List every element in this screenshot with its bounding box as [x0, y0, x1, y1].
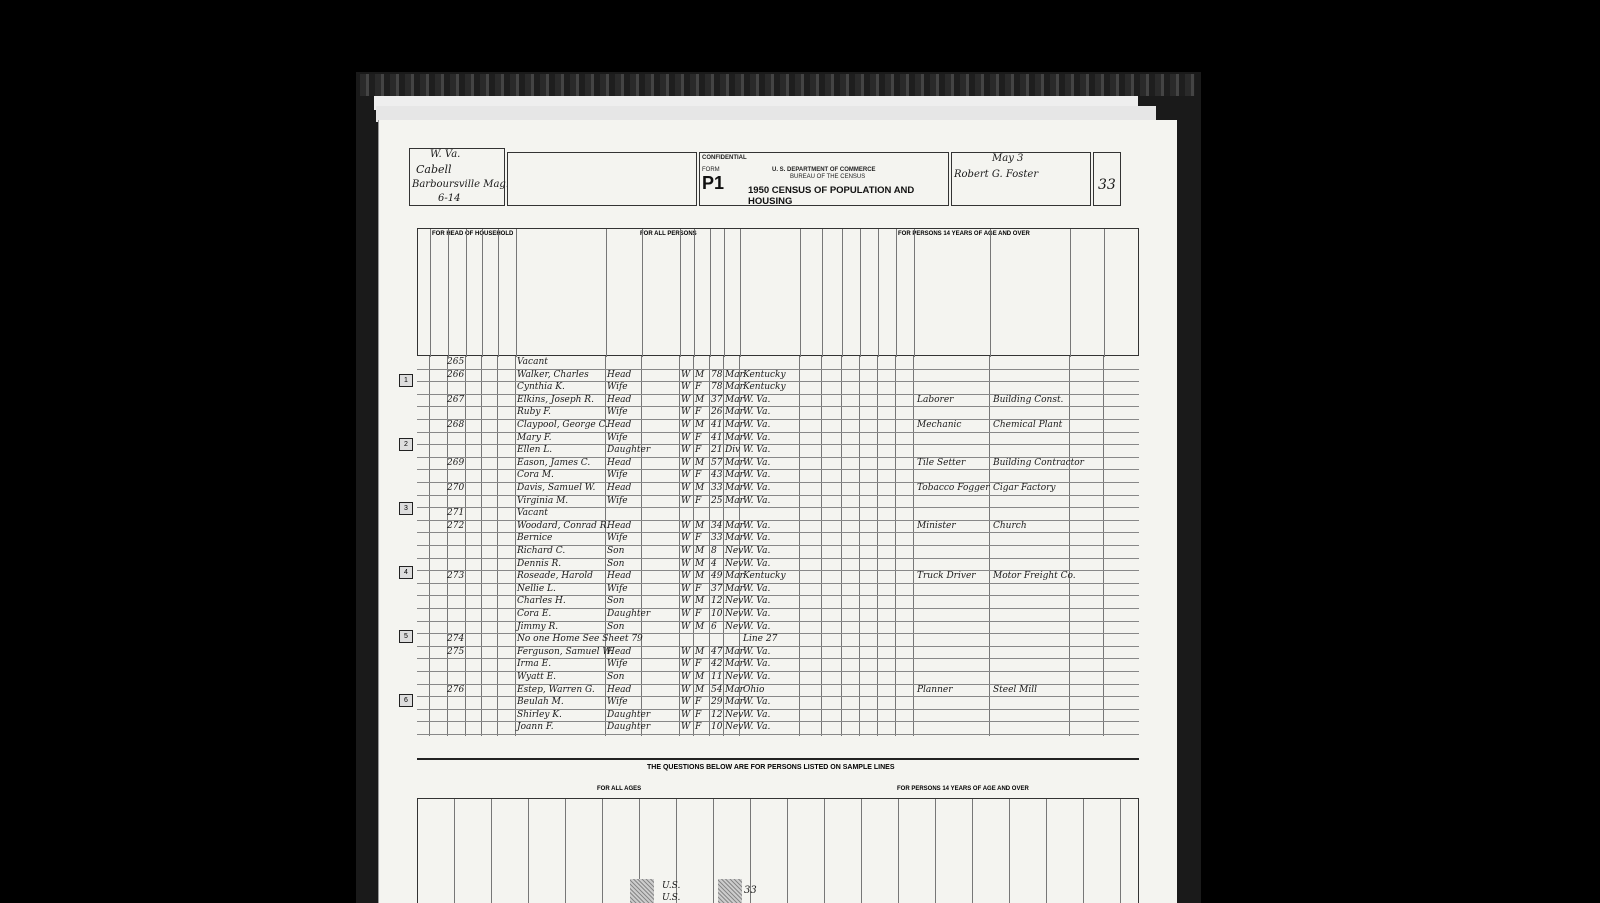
enumerator-date: May 3	[992, 153, 1024, 164]
row-race: W	[681, 394, 691, 405]
form-number: P1	[702, 173, 725, 193]
confidential-label: CONFIDENTIAL	[702, 155, 747, 161]
sample-lines-title: THE QUESTIONS BELOW ARE FOR PERSONS LISTED ON SAMPLE LINES	[647, 764, 895, 771]
row-age: 43	[711, 470, 723, 481]
row-race: W	[681, 558, 691, 569]
row-ms: Nev	[725, 672, 744, 682]
row-name: Ruby F.	[517, 407, 551, 418]
row-sex: M	[695, 394, 705, 405]
row-age: 10	[711, 722, 723, 733]
row-birth: W. Va.	[743, 697, 771, 708]
shaded-cell	[630, 879, 654, 903]
row-age: 33	[711, 533, 723, 544]
row-age: 47	[711, 646, 723, 657]
row-name: Virginia M.	[517, 495, 569, 506]
table-row	[417, 671, 1139, 685]
row-name: Walker, Charles	[517, 369, 589, 380]
row-ms: Mar	[725, 394, 744, 405]
row-ms: Mar	[725, 483, 744, 493]
row-ms: Nev	[725, 546, 744, 556]
row-race: W	[681, 646, 691, 657]
table-row	[417, 457, 1139, 471]
row-dwelling: 273	[447, 571, 465, 582]
table-row	[417, 595, 1139, 609]
row-race: W	[681, 659, 691, 670]
sample-lines-grid	[417, 798, 1139, 903]
row-sex: F	[695, 432, 702, 443]
row-rel: Head	[607, 483, 632, 493]
sample-lines-section	[417, 758, 1139, 903]
row-ms: Nev	[725, 596, 744, 607]
row-name: Wyatt E.	[517, 672, 557, 682]
row-birth: Ohio	[743, 684, 765, 695]
enumerator-box	[951, 152, 1091, 206]
us-value-1: U.S.	[662, 881, 681, 891]
row-age: 41	[711, 420, 723, 430]
table-row	[417, 545, 1139, 559]
row-birth: W. Va.	[743, 621, 771, 632]
row-ms: Mar	[725, 659, 744, 670]
row-dwelling: 265	[447, 357, 465, 367]
table-row	[417, 432, 1139, 446]
row-ind: Chemical Plant	[993, 420, 1063, 430]
row-ms: Mar	[725, 432, 744, 443]
row-name: Vacant	[517, 508, 548, 519]
census-title: 1950 CENSUS OF POPULATION AND HOUSING	[748, 185, 915, 207]
table-row	[417, 721, 1139, 735]
row-race: W	[681, 420, 691, 430]
row-ms: Mar	[725, 407, 744, 418]
row-sex: M	[695, 369, 705, 380]
row-rel: Daughter	[607, 445, 651, 456]
row-dwelling: 271	[447, 508, 465, 519]
row-race: W	[681, 533, 691, 544]
row-ind: Building Contractor	[993, 457, 1084, 468]
row-dwelling: 268	[447, 420, 465, 430]
row-rel: Wife	[607, 407, 628, 418]
row-ms: Mar	[725, 583, 744, 594]
row-race: W	[681, 684, 691, 695]
row-ms: Mar	[725, 495, 744, 506]
row-name: Shirley K.	[517, 709, 562, 720]
margin-mark: 6	[399, 694, 413, 707]
row-age: 54	[711, 684, 723, 695]
margin-mark: 2	[399, 438, 413, 451]
row-rel: Son	[607, 672, 625, 682]
page-top-edge	[360, 74, 1195, 96]
row-age: 78	[711, 382, 723, 393]
table-row	[417, 696, 1139, 710]
row-age: 78	[711, 369, 723, 380]
row-name: Jimmy R.	[517, 621, 559, 632]
table-row	[417, 419, 1139, 433]
row-sex: F	[695, 583, 702, 594]
bureau-label: BUREAU OF THE CENSUS	[790, 174, 866, 180]
row-age: 34	[711, 520, 723, 531]
row-ms: Mar	[725, 697, 744, 708]
row-rel: Son	[607, 621, 625, 632]
row-ms: Mar	[725, 533, 744, 544]
row-race: W	[681, 369, 691, 380]
row-birth: W. Va.	[743, 722, 771, 733]
row-age: 21	[711, 445, 723, 456]
row-occ: Minister	[917, 520, 956, 531]
row-birth: Kentucky	[743, 369, 786, 380]
row-birth: Line 27	[743, 634, 778, 645]
row-birth: W. Va.	[743, 445, 771, 456]
table-row	[417, 469, 1139, 483]
row-race: W	[681, 583, 691, 594]
row-ms: Nev	[725, 558, 744, 569]
row-age: 12	[711, 709, 723, 720]
row-sex: M	[695, 621, 705, 632]
column-headers	[417, 228, 1139, 356]
table-row	[417, 684, 1139, 698]
row-rel: Wife	[607, 495, 628, 506]
all-ages-label: FOR ALL AGES	[597, 786, 642, 792]
row-ms: Nev	[725, 722, 744, 733]
row-race: W	[681, 483, 691, 493]
row-rel: Head	[607, 420, 632, 430]
margin-mark: 4	[399, 566, 413, 579]
row-rel: Son	[607, 546, 625, 556]
row-age: 10	[711, 609, 723, 619]
table-row	[417, 482, 1139, 496]
row-ms: Mar	[725, 457, 744, 468]
row-birth: Kentucky	[743, 382, 786, 393]
row-rel: Son	[607, 558, 625, 569]
row-sex: M	[695, 457, 705, 468]
row-sex: M	[695, 558, 705, 569]
row-ind: Motor Freight Co.	[993, 571, 1076, 582]
row-name: Irma E.	[517, 659, 552, 670]
row-rel: Head	[607, 457, 632, 468]
row-age: 37	[711, 394, 723, 405]
row-ms: Div	[725, 445, 741, 456]
row-birth: W. Va.	[743, 495, 771, 506]
row-race: W	[681, 432, 691, 443]
row-dwelling: 272	[447, 520, 465, 531]
row-name: Bernice	[517, 533, 553, 544]
row-race: W	[681, 621, 691, 632]
row-ms: Mar	[725, 470, 744, 481]
row-dwelling: 275	[447, 646, 465, 657]
row-birth: W. Va.	[743, 609, 771, 619]
ed-value: 6-14	[438, 193, 461, 204]
place-value: Barboursville Mag.	[412, 179, 509, 190]
row-birth: W. Va.	[743, 420, 771, 430]
row-race: W	[681, 457, 691, 468]
row-birth: W. Va.	[743, 558, 771, 569]
row-occ: Tile Setter	[917, 457, 966, 468]
row-race: W	[681, 709, 691, 720]
row-birth: W. Va.	[743, 596, 771, 607]
address-box	[507, 152, 697, 206]
row-name: Estep, Warren G.	[517, 684, 595, 695]
row-ind: Steel Mill	[993, 684, 1038, 695]
row-ms: Mar	[725, 571, 744, 582]
row-sex: M	[695, 483, 705, 493]
census-rows	[417, 356, 1139, 736]
sheet-number: 33	[1098, 177, 1116, 193]
row-name: Cora E.	[517, 609, 552, 619]
row-race: W	[681, 495, 691, 506]
row-ms: Nev	[725, 609, 744, 619]
table-row	[417, 658, 1139, 672]
margin-mark: 5	[399, 630, 413, 643]
shaded-cell	[718, 879, 742, 903]
row-name: Woodard, Conrad R.	[517, 520, 610, 531]
row-birth: W. Va.	[743, 457, 771, 468]
row-birth: W. Va.	[743, 520, 771, 531]
table-row	[417, 369, 1139, 383]
row-rel: Head	[607, 571, 632, 582]
row-rel: Wife	[607, 583, 628, 594]
row-sex: F	[695, 470, 702, 481]
row-rel: Daughter	[607, 722, 651, 733]
row-ms: Mar	[725, 382, 744, 393]
county-value: Cabell	[416, 163, 452, 176]
row-occ: Laborer	[917, 394, 954, 405]
line-33: 33	[744, 885, 757, 896]
row-name: Mary F.	[517, 432, 552, 443]
row-birth: W. Va.	[743, 483, 771, 493]
row-rel: Wife	[607, 533, 628, 544]
title-box	[699, 152, 949, 206]
row-birth: W. Va.	[743, 672, 771, 682]
row-age: 8	[711, 546, 717, 556]
row-ms: Mar	[725, 369, 744, 380]
row-birth: W. Va.	[743, 646, 771, 657]
table-row	[417, 406, 1139, 420]
row-sex: M	[695, 420, 705, 430]
row-name: Joann F.	[517, 722, 554, 733]
table-row	[417, 356, 1139, 370]
row-occ: Truck Driver	[917, 571, 976, 582]
row-race: W	[681, 722, 691, 733]
row-name: No one Home See Sheet 79	[517, 634, 643, 645]
row-sex: M	[695, 646, 705, 657]
table-row	[417, 646, 1139, 660]
row-sex: M	[695, 684, 705, 695]
row-sex: M	[695, 571, 705, 582]
table-row	[417, 381, 1139, 395]
row-rel: Head	[607, 369, 632, 380]
row-name: Richard C.	[517, 546, 566, 556]
row-birth: W. Va.	[743, 709, 771, 720]
row-birth: Kentucky	[743, 571, 786, 582]
state-value: W. Va.	[430, 149, 461, 160]
row-sex: F	[695, 533, 702, 544]
department-label: U. S. DEPARTMENT OF COMMERCE	[772, 167, 876, 173]
row-name: Beulah M.	[517, 697, 564, 708]
row-sex: F	[695, 697, 702, 708]
row-name: Claypool, George C.	[517, 420, 609, 430]
row-occ: Planner	[917, 684, 953, 695]
row-dwelling: 266	[447, 369, 465, 380]
row-rel: Son	[607, 596, 625, 607]
table-row	[417, 495, 1139, 509]
row-rel: Daughter	[607, 609, 651, 619]
row-rel: Wife	[607, 470, 628, 481]
all-persons-section-label: FOR ALL PERSONS	[640, 231, 697, 237]
enumerator-name: Robert G. Foster	[954, 169, 1039, 180]
row-sex: F	[695, 382, 702, 393]
table-row	[417, 394, 1139, 408]
row-birth: W. Va.	[743, 546, 771, 556]
row-dwelling: 270	[447, 483, 465, 493]
row-sex: M	[695, 672, 705, 682]
row-race: W	[681, 596, 691, 607]
row-sex: F	[695, 709, 702, 720]
table-row	[417, 558, 1139, 572]
row-birth: W. Va.	[743, 432, 771, 443]
table-row	[417, 709, 1139, 723]
row-rel: Head	[607, 520, 632, 531]
row-dwelling: 276	[447, 684, 465, 695]
row-birth: W. Va.	[743, 659, 771, 670]
row-sex: F	[695, 609, 702, 619]
row-age: 11	[711, 672, 723, 682]
row-rel: Wife	[607, 382, 628, 393]
row-dwelling: 267	[447, 394, 465, 405]
row-ind: Cigar Factory	[993, 483, 1056, 493]
row-dwelling: 274	[447, 634, 465, 645]
row-birth: W. Va.	[743, 583, 771, 594]
row-age: 29	[711, 697, 723, 708]
row-birth: W. Va.	[743, 470, 771, 481]
row-ms: Nev	[725, 621, 744, 632]
row-sex: F	[695, 722, 702, 733]
row-sex: F	[695, 659, 702, 670]
row-race: W	[681, 672, 691, 682]
row-rel: Daughter	[607, 709, 651, 720]
row-name: Eason, James C.	[517, 457, 591, 468]
row-birth: W. Va.	[743, 394, 771, 405]
row-name: Ellen L.	[517, 445, 553, 456]
row-age: 33	[711, 483, 723, 493]
row-birth: W. Va.	[743, 533, 771, 544]
row-rel: Wife	[607, 432, 628, 443]
row-ms: Mar	[725, 520, 744, 531]
row-age: 49	[711, 571, 723, 582]
row-name: Cynthia K.	[517, 382, 565, 393]
row-race: W	[681, 546, 691, 556]
location-box	[409, 148, 509, 206]
census-sheet	[378, 120, 1177, 903]
row-sex: M	[695, 520, 705, 531]
row-race: W	[681, 445, 691, 456]
row-ms: Mar	[725, 420, 744, 430]
row-rel: Head	[607, 646, 632, 657]
row-age: 6	[711, 621, 717, 632]
row-rel: Wife	[607, 659, 628, 670]
row-rel: Wife	[607, 697, 628, 708]
row-name: Dennis R.	[517, 558, 562, 569]
household-section-label: FOR HEAD OF HOUSEHOLD	[432, 231, 514, 237]
margin-mark: 1	[399, 374, 413, 387]
row-birth: W. Va.	[743, 407, 771, 418]
row-race: W	[681, 697, 691, 708]
row-name: Nellie L.	[517, 583, 556, 594]
row-name: Davis, Samuel W.	[517, 483, 596, 493]
row-sex: F	[695, 445, 702, 456]
table-row	[417, 507, 1139, 521]
row-ms: Mar	[725, 646, 744, 657]
row-ms: Mar	[725, 684, 744, 695]
age14-bottom-label: FOR PERSONS 14 YEARS OF AGE AND OVER	[897, 786, 1029, 792]
row-ind: Church	[993, 520, 1027, 531]
sheet-number-box	[1093, 152, 1121, 206]
row-ind: Building Const.	[993, 394, 1064, 405]
row-name: Ferguson, Samuel W.	[517, 646, 613, 657]
age14-section-label: FOR PERSONS 14 YEARS OF AGE AND OVER	[898, 231, 1030, 237]
margin-mark: 3	[399, 502, 413, 515]
row-race: W	[681, 609, 691, 619]
table-row	[417, 520, 1139, 534]
row-name: Cora M.	[517, 470, 554, 481]
row-dwelling: 269	[447, 457, 465, 468]
row-age: 12	[711, 596, 723, 607]
table-row	[417, 570, 1139, 584]
row-rel: Head	[607, 684, 632, 695]
row-age: 25	[711, 495, 723, 506]
row-age: 42	[711, 659, 723, 670]
row-race: W	[681, 571, 691, 582]
row-sex: F	[695, 495, 702, 506]
row-age: 57	[711, 457, 723, 468]
table-row	[417, 583, 1139, 597]
row-age: 26	[711, 407, 723, 418]
form-label: FORM	[702, 167, 720, 173]
row-race: W	[681, 382, 691, 393]
row-race: W	[681, 520, 691, 531]
row-sex: M	[695, 596, 705, 607]
row-age: 37	[711, 583, 723, 594]
row-occ: Tobacco Fogger	[917, 483, 990, 493]
table-row	[417, 633, 1139, 647]
row-age: 4	[711, 558, 717, 569]
row-sex: F	[695, 407, 702, 418]
row-sex: M	[695, 546, 705, 556]
row-race: W	[681, 407, 691, 418]
row-rel: Head	[607, 394, 632, 405]
row-name: Charles H.	[517, 596, 566, 607]
row-name: Vacant	[517, 357, 548, 367]
table-row	[417, 621, 1139, 635]
row-name: Roseade, Harold	[517, 571, 593, 582]
row-name: Elkins, Joseph R.	[517, 394, 594, 405]
us-value-2: U.S.	[662, 893, 681, 903]
table-row	[417, 444, 1139, 458]
row-occ: Mechanic	[917, 420, 962, 430]
table-row	[417, 532, 1139, 546]
row-age: 41	[711, 432, 723, 443]
table-row	[417, 608, 1139, 622]
row-race: W	[681, 470, 691, 481]
row-ms: Nev	[725, 709, 744, 720]
